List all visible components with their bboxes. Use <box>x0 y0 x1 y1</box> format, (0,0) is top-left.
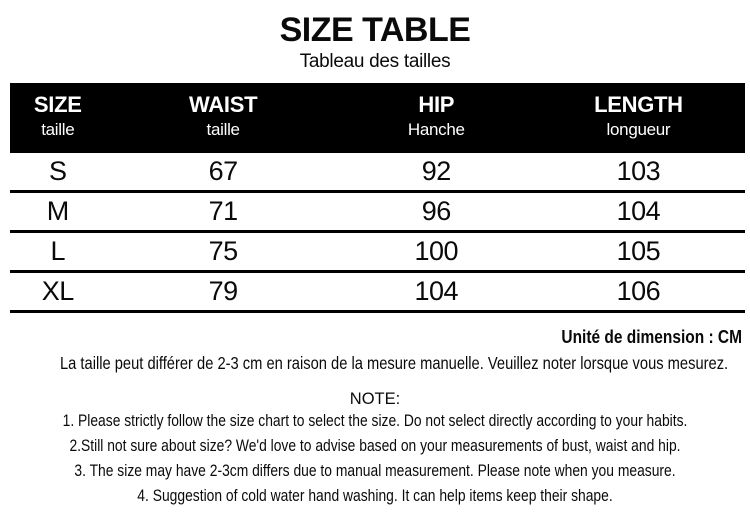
column-header-hip-fr: Hanche <box>407 120 465 139</box>
cell-length: 104 <box>532 192 745 232</box>
page-title: SIZE TABLE <box>279 11 471 49</box>
note-item-1 <box>0 409 750 434</box>
column-header-length <box>532 83 745 153</box>
column-header-size-fr: taille <box>41 120 75 139</box>
table-row-s <box>10 153 745 192</box>
note-item-4 <box>0 484 750 509</box>
column-header-hip-en: HIP <box>418 92 455 117</box>
cell-size: L <box>10 232 106 272</box>
cell-waist: 67 <box>106 153 341 192</box>
cell-length: 105 <box>532 232 745 272</box>
note-item-1-text: 1. Please strictly follow the size chart to select the size. Do not select directly according to your habits. <box>62 412 688 430</box>
cell-hip: 104 <box>341 272 532 312</box>
column-header-hip <box>341 83 532 153</box>
column-header-length-fr: longueur <box>606 120 671 139</box>
table-row-l <box>10 232 745 272</box>
table-row-m <box>10 192 745 232</box>
cell-size: XL <box>10 272 106 312</box>
column-header-length-en: LENGTH <box>594 92 683 117</box>
cell-length: 103 <box>532 153 745 192</box>
note-item-3 <box>0 459 750 484</box>
note-item-2-text: 2.Still not sure about size? We'd love to advise based on your measurements of bust, waist and hip. <box>69 437 681 455</box>
page-subtitle: Tableau des tailles <box>299 51 451 72</box>
cell-waist: 71 <box>106 192 341 232</box>
column-header-waist-en: WAIST <box>189 92 258 117</box>
size-table-header <box>10 83 745 153</box>
measure-note-fr <box>0 352 750 374</box>
size-table-body <box>10 153 745 312</box>
column-header-size-en: SIZE <box>33 92 82 117</box>
column-header-waist-fr: taille <box>206 120 240 139</box>
unit-note <box>0 326 750 348</box>
size-table <box>10 83 745 313</box>
unit-note-text: Unité de dimension : CM <box>561 327 742 347</box>
cell-size: M <box>10 192 106 232</box>
cell-length: 106 <box>532 272 745 312</box>
cell-waist: 79 <box>106 272 341 312</box>
note-item-2 <box>0 434 750 459</box>
column-header-waist <box>106 83 341 153</box>
cell-hip: 96 <box>341 192 532 232</box>
table-row-xl <box>10 272 745 312</box>
cell-hip: 92 <box>341 153 532 192</box>
cell-hip: 100 <box>341 232 532 272</box>
cell-waist: 75 <box>106 232 341 272</box>
measure-note-fr-text: La taille peut différer de 2-3 cm en raison de la mesure manuelle. Veuillez noter lorsque vous mesurez. <box>60 353 729 373</box>
cell-size: S <box>10 153 106 192</box>
column-header-size <box>10 83 106 153</box>
note-heading: NOTE: <box>349 390 401 408</box>
note-item-3-text: 3. The size may have 2-3cm differs due to manual measurement. Please note when you measure. <box>74 462 676 480</box>
note-item-4-text: 4. Suggestion of cold water hand washing. It can help items keep their shape. <box>137 487 613 505</box>
